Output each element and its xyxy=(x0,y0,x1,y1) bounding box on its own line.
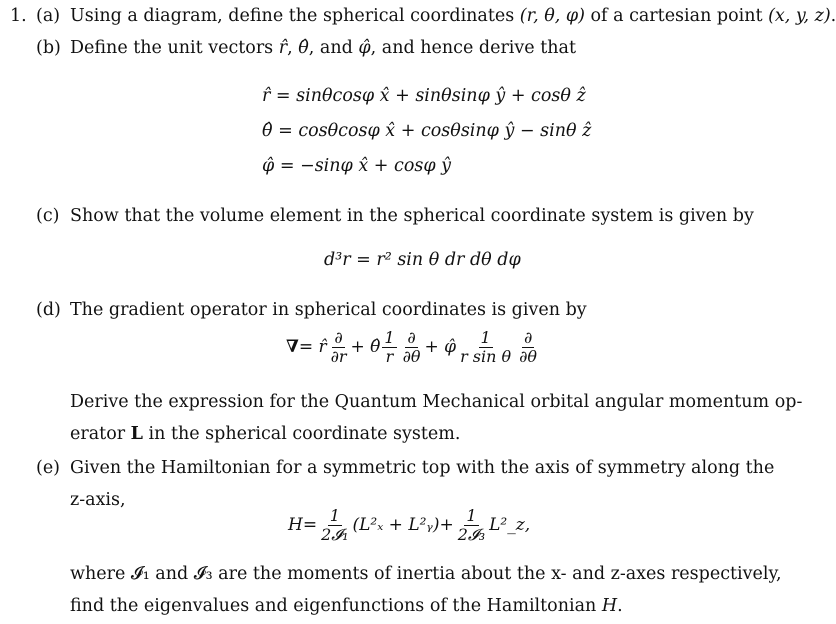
part-e-line4: find the eigenvalues and eigenfunctions of the Hamiltonian H. xyxy=(70,596,623,616)
question-number: 1. xyxy=(10,6,27,26)
gradient-equation: ∇ = r̂ $\frac{\partial}{\partial r}$ + θ̂ $\frac{1}{r}$ $\frac{\partial}{\partial\theta}$ + φ̂ $\frac{1}{\text{r sin θ}}$ $\frac{\partial}{\partial\theta}$ xyxy=(286,328,538,366)
nabla-symbol: ∇ xyxy=(286,337,299,358)
part-e-line1: Given the Hamiltonian for a symmetric top with the axis of symmetry along the xyxy=(70,458,775,478)
part-b-label: (b) xyxy=(36,38,61,58)
part-c-label: (c) xyxy=(36,206,60,226)
part-d-text: The gradient operator in spherical coordinates is given by xyxy=(70,300,587,320)
part-d-line1: Derive the expression for the Quantum Mechanical orbital angular momentum op- xyxy=(70,392,803,412)
volume-element-equation: d³r = r² sin θ dr dθ dφ xyxy=(324,250,521,270)
equation-thetahat: θ̂ = cosθcosφ x̂ + cosθsinφ ŷ − sinθ ẑ xyxy=(262,121,592,141)
part-d-line2: erator L in the spherical coordinate system. xyxy=(70,424,461,444)
part-e-line2: z-axis, xyxy=(70,490,126,510)
part-e-line3: where 𝓘₁ and 𝓘₃ are the moments of inertia about the x- and z-axes respectively, xyxy=(70,564,782,584)
part-c-text: Show that the volume element in the spherical coordinate system is given by xyxy=(70,206,754,226)
part-a-text: Using a diagram, define the spherical coordinates (r, θ, φ) of a cartesian point (x, y, z). xyxy=(70,6,836,26)
equation-rhat: r̂ = sinθcosφ x̂ + sinθsinφ ŷ + cosθ ẑ xyxy=(262,86,586,106)
part-a-label: (a) xyxy=(36,6,61,26)
hamiltonian-equation: H = $\frac{1}{\text{2𝓘₁}}$ (L²ₓ + L²ᵧ) + $\frac{1}{\text{2𝓘₃}}$ L²_z, xyxy=(288,506,531,544)
equation-phihat: φ̂ = −sinφ x̂ + cosφ ŷ xyxy=(262,156,452,176)
part-e-label: (e) xyxy=(36,458,61,478)
part-d-label: (d) xyxy=(36,300,61,320)
part-b-text: Define the unit vectors r̂, θ̂, and φ̂, and hence derive that xyxy=(70,38,576,58)
